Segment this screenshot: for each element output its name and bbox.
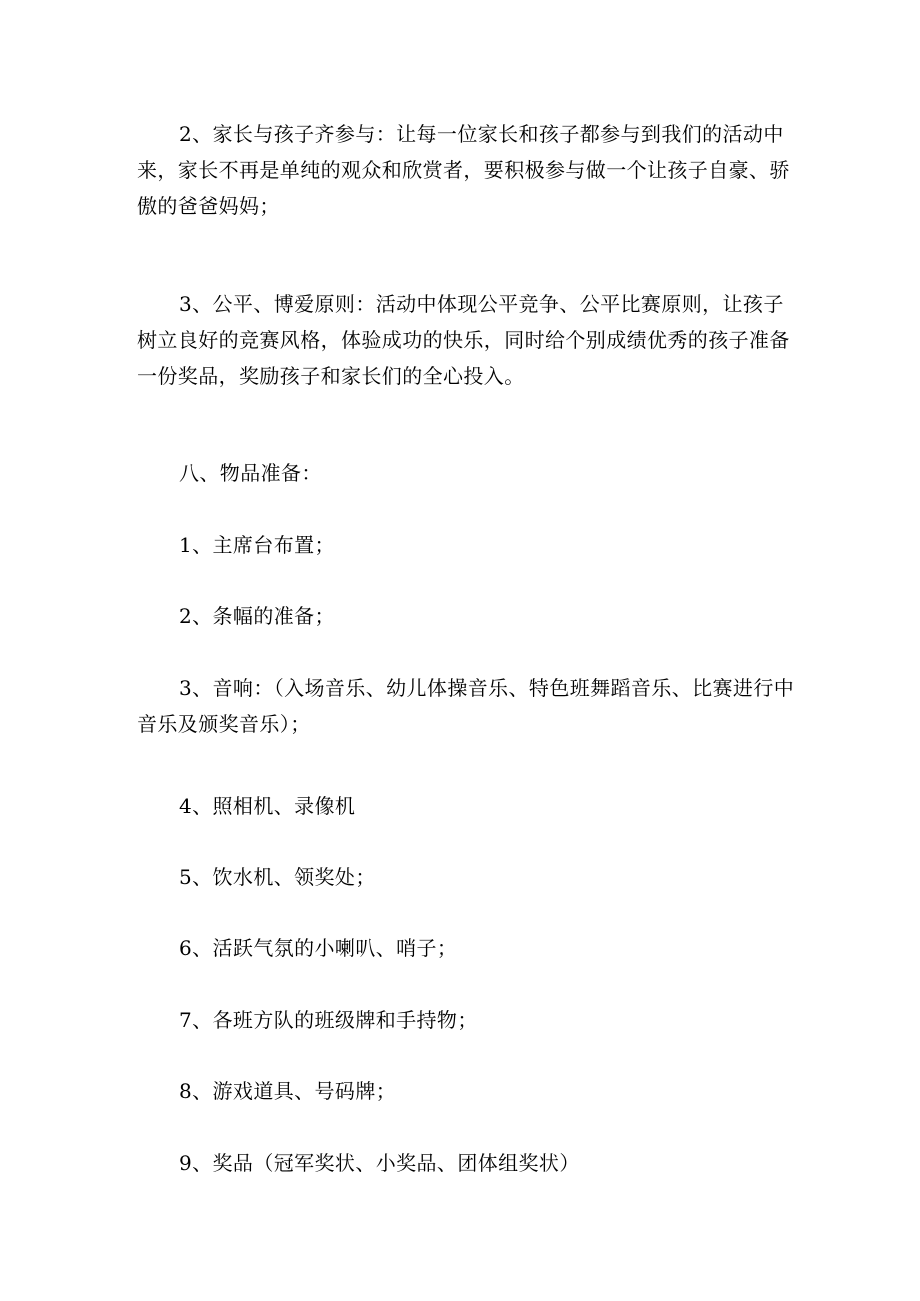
paragraph-fairness-principle: 3、公平、博爱原则：活动中体现公平竞争、公平比赛原则，让孩子树立良好的竞赛风格，体验成功的快乐，同时给个别成绩优秀的孩子准备一份奖品，奖励孩子和家长们的全心投入。 xyxy=(137,292,790,388)
list-item-camera: 4、照相机、录像机 xyxy=(179,794,356,818)
list-item-prizes: 9、奖品（冠军奖状、小奖品、团体组奖状） xyxy=(179,1151,580,1175)
paragraph-parent-child-participation: 2、家长与孩子齐参与：让每一位家长和孩子都参与到我们的活动中来，家长不再是单纯的观众和欣赏者，要积极参与做一个让孩子自豪、骄傲的爸爸妈妈； xyxy=(137,122,790,218)
list-item-banner: 2、条幅的准备； xyxy=(179,604,335,628)
list-item-class-signs: 7、各班方队的班级牌和手持物； xyxy=(179,1008,478,1032)
list-item-podium: 1、主席台布置； xyxy=(179,533,335,557)
list-item-game-props: 8、游戏道具、号码牌； xyxy=(179,1079,397,1103)
list-item-audio: 3、音响：（入场音乐、幼儿体操音乐、特色班舞蹈音乐、比赛进行中音乐及颁奖音乐）； xyxy=(137,676,795,736)
section-heading-supplies: 八、物品准备： xyxy=(179,461,322,485)
list-item-horns-whistles: 6、活跃气氛的小喇叭、哨子； xyxy=(179,936,458,960)
list-item-water-dispenser: 5、饮水机、领奖处； xyxy=(179,865,376,889)
